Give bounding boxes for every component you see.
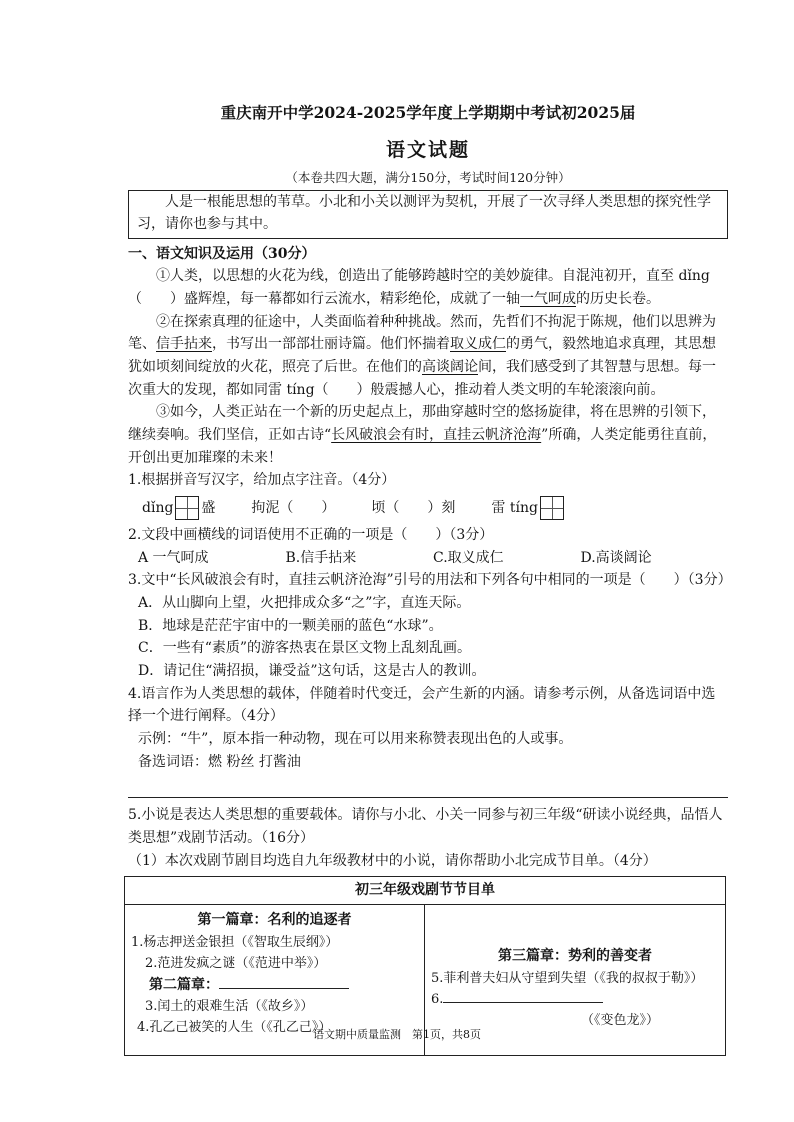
q3-option-a[interactable]: A．从山脚向上望，火把排成众多“之”字，直连天际。 — [138, 594, 471, 611]
q2-option-c[interactable]: C.取义成仁 — [433, 549, 504, 566]
chapter-3-title: 第三篇章：势利的善变者 — [498, 947, 652, 964]
q3-option-b[interactable]: B．地球是茫茫宇宙中的一颗美丽的蓝色“水球”。 — [138, 617, 443, 634]
passage-paragraph-2 — [128, 311, 728, 402]
question-5: 5.小说是表达人类思想的重要载体。请你与小北、小关一同参与初三年级“研读小说经典，品悟人类思想”戏剧节活动。（16分） — [128, 807, 723, 846]
program-item-6-blank[interactable] — [443, 1002, 603, 1003]
program-item-6 — [431, 989, 719, 1010]
subject-title: 语文试题 — [385, 139, 470, 162]
program-item-4: 4.孔乙己被笑的人生（《孔乙己》） — [137, 1020, 332, 1036]
question-1: 1.根据拼音写汉字，给加点字注音。（4分） — [128, 472, 396, 489]
q3-option-c[interactable]: C．一些有“素质”的游客热衷在景区文物上乱刻乱画。 — [138, 640, 472, 657]
intro-box: 人是一根能思想的苇草。小北和小关以测评为契机，开展了一次寻绎人类思想的探究性学习，请你也参与其中。 — [128, 190, 728, 238]
passage-paragraph-1 — [128, 265, 728, 310]
chapter-2-label: 第二篇章： — [149, 976, 219, 993]
p2-text-d: 间，我们感受到了其智慧与思想。每一次重大的发现，都如同雷 tíng（ ）般震撼人心，推动着人类文明的车轮滚滚向前。 — [128, 358, 716, 398]
q1-item-2: 盛 — [201, 499, 216, 516]
question-2: 2.文段中画横线的词语使用不正确的一项是（ ）（3分） — [128, 526, 494, 543]
p2-underlined-2: 取义成仁 — [450, 336, 506, 353]
exam-page — [128, 100, 732, 1056]
q3-option-d[interactable]: D．请记住“满招损，谦受益”这句话，这是古人的教训。 — [138, 662, 486, 679]
exam-info: （本卷共四大题，满分150分，考试时间120分钟） — [285, 169, 571, 185]
q1-item-3[interactable]: 拘泥（ ） — [251, 499, 336, 516]
q1-answer-row — [128, 496, 728, 520]
q2-option-d[interactable]: D.高谈阔论 — [580, 549, 652, 566]
q1-item-5: 雷 tíng — [491, 499, 538, 516]
p3-text-a: ③如今，人类正站在一个新的历史起点上，那曲穿越时空的悠扬旋律，将在思辨的引领下，继续奏响。我们坚信，正如古诗“ — [128, 404, 716, 443]
page-footer: 语文期中质量监测 第1页，共8页 — [313, 1028, 481, 1041]
p2-underlined-1: 信手拈来 — [156, 336, 212, 353]
program-item-5: 5.菲利普夫妇从守望到失望（《我的叔叔于勒》） — [431, 970, 704, 986]
program-item-2: 2.范进发疯之谜（《范进中举》） — [145, 955, 327, 971]
q4-example: 示例：“牛”，原本指一种动物，现在可以用来称赞表现出色的人或事。 — [138, 730, 573, 747]
section-title: 一、语文知识及运用（30分） — [128, 245, 316, 262]
program-item-6-number: 6. — [431, 991, 444, 1007]
p2-text-b: ，书写出一部部壮丽诗篇。他们怀揣着 — [212, 336, 450, 353]
q2-option-b[interactable]: B.信手拈来 — [285, 549, 357, 566]
program-item-1: 1.杨志押送金银担（《智取生辰纲》） — [131, 934, 339, 950]
question-3: 3.文中“长风破浪会有时，直挂云帆济沧海”引号的用法和下列各句中相同的一项是（ ）（3分） — [128, 572, 732, 589]
p2-underlined-3: 高谈阔论 — [422, 358, 478, 375]
program-item-6-source: （《变色龙》） — [581, 1012, 660, 1028]
p1-text-b: 的历史长卷。 — [576, 290, 660, 307]
q1-item-1: dǐng — [142, 499, 174, 516]
q2-options — [128, 547, 728, 570]
p2-text-c: 的勇气，毅然地追求真理，其思想犹如顷刻间绽放的火花，照亮了后世。在他们的 — [128, 336, 716, 375]
passage-paragraph-3 — [128, 401, 728, 469]
q4-answer-line[interactable] — [128, 783, 728, 798]
q1-item-4[interactable]: 顷（ ）刻 — [371, 499, 456, 516]
p1-underlined: 一气呵成 — [520, 290, 576, 307]
p2-text-a: ②在探索真理的征途中，人类面临着种种挑战。然而，先哲们不拘泥于陈规，他们以思辨为笔、 — [128, 313, 716, 353]
answer-grid-box[interactable] — [540, 496, 564, 520]
q4-candidates: 备选词语：燃 粉丝 打酱油 — [138, 753, 301, 770]
answer-grid-box[interactable] — [175, 496, 199, 520]
p3-text-b: ”所确，人类定能勇往直前，开创出更加璀璨的未来！ — [128, 426, 717, 466]
school-line: 重庆南开中学2024-2025学年度上学期期中考试初2025届 — [220, 103, 636, 122]
program-item-3: 3.闰土的艰难生活（《故乡》） — [145, 999, 314, 1015]
question-5-sub-1: （1）本次戏剧节剧目均选自九年级教材中的小说，请你帮助小北完成节目单。（4分） — [128, 852, 657, 869]
chapter-2-blank[interactable] — [219, 988, 349, 989]
program-title: 初三年级戏剧节节目单 — [125, 877, 725, 905]
p1-text-a: ①人类，以思想的火花为线，创造出了能够跨越时空的美妙旋律。自混沌初开，直至 dǐng（ ）盛辉煌，每一幕都如行云流水，精彩绝伦，成就了一轴 — [128, 268, 710, 307]
p3-underlined: 长风破浪会有时，直挂云帆济沧海 — [331, 426, 542, 443]
chapter-2-title — [131, 974, 418, 997]
q2-option-a[interactable]: A 一气呵成 — [138, 549, 209, 566]
chapter-1-title: 第一篇章：名利的追逐者 — [197, 911, 352, 928]
question-4: 4.语言作为人类思想的载体，伴随着时代变迁，会产生新的内涵。请参考示例，从备选词语中选择一个进行阐释。（4分） — [128, 685, 716, 725]
